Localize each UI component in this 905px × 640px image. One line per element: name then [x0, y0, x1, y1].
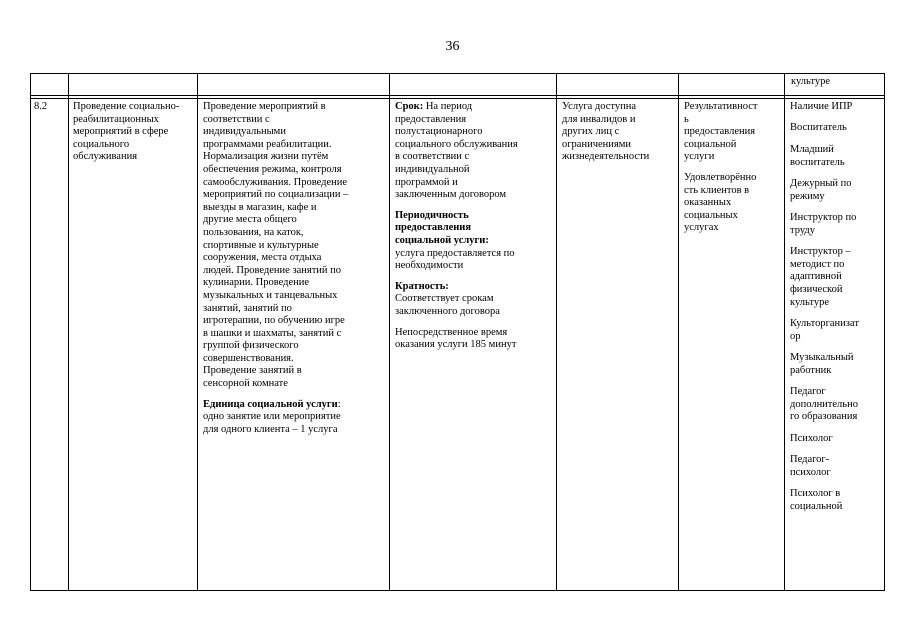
staff-item — [790, 433, 884, 446]
content-line: в шашки и шахматы, занятий с — [203, 327, 342, 339]
service-time-line: оказания услуги 185 минут — [395, 339, 517, 351]
content-line: игротерапии, по обучению игре — [203, 315, 345, 327]
staff-list — [790, 101, 884, 514]
staff-item-line: Младший — [790, 143, 834, 155]
indicator-satisfaction — [684, 172, 784, 235]
content-line: занятий, занятий по — [203, 302, 292, 314]
staff-item-line: Психолог — [790, 432, 833, 444]
content-line: индивидуальными — [203, 126, 286, 138]
content-line: сенсорной комнате — [203, 378, 288, 390]
page-number: 36 — [445, 39, 460, 54]
periodicity-text-line: необходимости — [395, 260, 464, 272]
term-lines — [395, 114, 555, 202]
column-border — [68, 73, 69, 591]
staff-item-line: методист по — [790, 258, 845, 270]
column-border — [884, 73, 885, 591]
unit-text: одно занятие или мероприятие — [203, 411, 341, 423]
unit-colon: : — [337, 398, 341, 410]
multiplicity-text — [395, 293, 555, 318]
staff-item — [790, 122, 884, 135]
staff-item-line: Инструктор – — [790, 246, 851, 258]
staff-item-line: культуре — [790, 296, 829, 308]
content-line: самообслуживания. Проведение — [203, 176, 348, 188]
staff-item — [790, 144, 884, 169]
staff-item-line: Педагог — [790, 386, 826, 398]
indicator-effectiveness — [684, 101, 784, 164]
continuation-cell — [791, 76, 830, 89]
term-line: в соответствии с — [395, 151, 470, 163]
term-line: социального обслуживания — [395, 138, 518, 150]
content-line: мероприятий по социализации – — [203, 189, 349, 201]
service-time-line: Непосредственное время — [395, 326, 508, 338]
staff-item — [790, 352, 884, 377]
content-line: группой физического — [203, 340, 299, 352]
staff-item-line: физической — [790, 283, 843, 295]
content-line: Проведение мероприятий в — [203, 101, 326, 112]
term-line: индивидуальной — [395, 163, 470, 175]
row-separator — [30, 95, 885, 96]
service-time-text — [395, 327, 555, 352]
terms-cell — [395, 101, 555, 352]
content-line: выезды в магазин, кафе и — [203, 201, 317, 213]
content-line: программами реабилитации. — [203, 138, 332, 150]
condition-line: жизнедеятельности — [562, 151, 650, 163]
content-line: кулинарии. Проведение — [203, 277, 310, 289]
periodicity-text-line: услуга предоставляется по — [395, 247, 515, 259]
staff-item — [790, 212, 884, 237]
indicator-line: оказанных — [684, 197, 732, 209]
continuation-text: культуре — [791, 76, 830, 87]
condition-line: для инвалидов и — [562, 113, 636, 125]
staff-item-line: Воспитатель — [790, 122, 847, 134]
row-number: 8.2 — [34, 101, 48, 112]
condition-line: Услуга доступна — [562, 101, 637, 112]
periodicity-label-line: социальной услуги: — [395, 234, 489, 246]
content-line: совершенствования. — [203, 352, 294, 364]
service-title: Проведение социально-реабилитационных мероприятий в сфере социального обслуживания — [73, 101, 180, 163]
conditions-lines — [562, 101, 677, 164]
staff-item — [790, 318, 884, 343]
staff-item-line: адаптивной — [790, 271, 842, 283]
row-number-cell — [34, 101, 47, 114]
staff-item — [790, 386, 884, 424]
multiplicity-label: Кратность: — [395, 280, 449, 292]
indicator-line: предоставления — [684, 126, 756, 138]
term-line — [395, 101, 555, 114]
periodicity-label-line: Периодичность — [395, 209, 469, 221]
unit-label: Единица социальной услуги — [203, 398, 338, 410]
term-first: На период — [423, 101, 473, 112]
column-border — [678, 73, 679, 591]
indicator-line: Результативност — [684, 101, 758, 112]
term-line: предоставления — [395, 113, 467, 125]
staff-cell — [790, 101, 884, 523]
term-line: программой и — [395, 176, 458, 188]
table-top-border — [30, 73, 885, 74]
column-border — [556, 73, 557, 591]
staff-item-line: социальной — [790, 501, 843, 513]
multiplicity-text-line: заключенного договора — [395, 305, 500, 317]
content-line: пользования, на каток, — [203, 226, 304, 238]
staff-item-line: воспитатель — [790, 156, 845, 168]
staff-item-line: Дежурный по — [790, 178, 852, 190]
content-line: музыкальных и танцевальных — [203, 289, 338, 301]
staff-item-line: дополнительно — [790, 398, 858, 410]
indicator-line: социальных — [684, 209, 738, 221]
content-lines — [203, 101, 387, 391]
periodicity-text — [395, 248, 555, 273]
indicator-line: услугах — [684, 222, 719, 234]
staff-item-line: режиму — [790, 190, 825, 202]
staff-item — [790, 488, 884, 513]
condition-line: ограничениями — [562, 138, 631, 150]
periodicity-label-line: предоставления — [395, 222, 472, 234]
column-border — [784, 73, 785, 591]
column-border — [197, 73, 198, 591]
staff-item-line: психолог — [790, 466, 831, 478]
staff-item-line: работник — [790, 364, 832, 376]
staff-item-line: Педагог- — [790, 454, 830, 466]
row-separator — [30, 98, 885, 99]
column-border — [30, 73, 31, 591]
service-title-cell — [73, 101, 195, 164]
staff-item — [790, 178, 884, 203]
staff-item-line: труду — [790, 224, 816, 236]
staff-item — [790, 101, 884, 114]
periodicity-label — [395, 210, 555, 248]
content-line: Проведение занятий в — [203, 365, 302, 377]
unit-line — [203, 399, 387, 412]
unit-text: для одного клиента – 1 услуга — [203, 423, 338, 435]
content-line: Нормализация жизни путём — [203, 151, 329, 163]
staff-item-line: Инструктор по — [790, 212, 857, 224]
content-line: спортивные и культурные — [203, 239, 319, 251]
content-line: сооружения, места отдыха — [203, 252, 322, 264]
column-border — [389, 73, 390, 591]
indicator-line: услуги — [684, 151, 715, 163]
staff-item-line: Психолог в — [790, 488, 841, 500]
term-line: заключенным договором — [395, 189, 507, 201]
condition-line: других лиц с — [562, 126, 620, 138]
indicator-line: социальной — [684, 138, 737, 150]
indicator-line: сть клиентов в — [684, 184, 750, 196]
content-line: соответствии с — [203, 113, 270, 125]
staff-item-line: го образования — [790, 411, 858, 423]
content-line: людей. Проведение занятий по — [203, 264, 342, 276]
content-line: обеспечения режима, контроля — [203, 163, 342, 175]
service-content-cell — [203, 101, 387, 436]
staff-item-line: Культорганизат — [790, 318, 859, 330]
term-label: Срок: — [395, 101, 424, 112]
indicator-line: Удовлетворённо — [684, 171, 757, 183]
multiplicity-text-line: Соответствует срокам — [395, 293, 494, 305]
staff-item-line: ор — [790, 330, 801, 342]
table-bottom-border — [30, 590, 885, 591]
staff-item-line: Наличие ИПР — [790, 101, 853, 112]
conditions-cell — [562, 101, 677, 164]
staff-item-line: Музыкальный — [790, 352, 854, 364]
staff-item — [790, 246, 884, 309]
term-line: полустационарного — [395, 126, 483, 138]
indicators-cell — [684, 101, 784, 235]
staff-item — [790, 454, 884, 479]
content-line: другие места общего — [203, 214, 297, 226]
indicator-line: ь — [684, 113, 689, 125]
